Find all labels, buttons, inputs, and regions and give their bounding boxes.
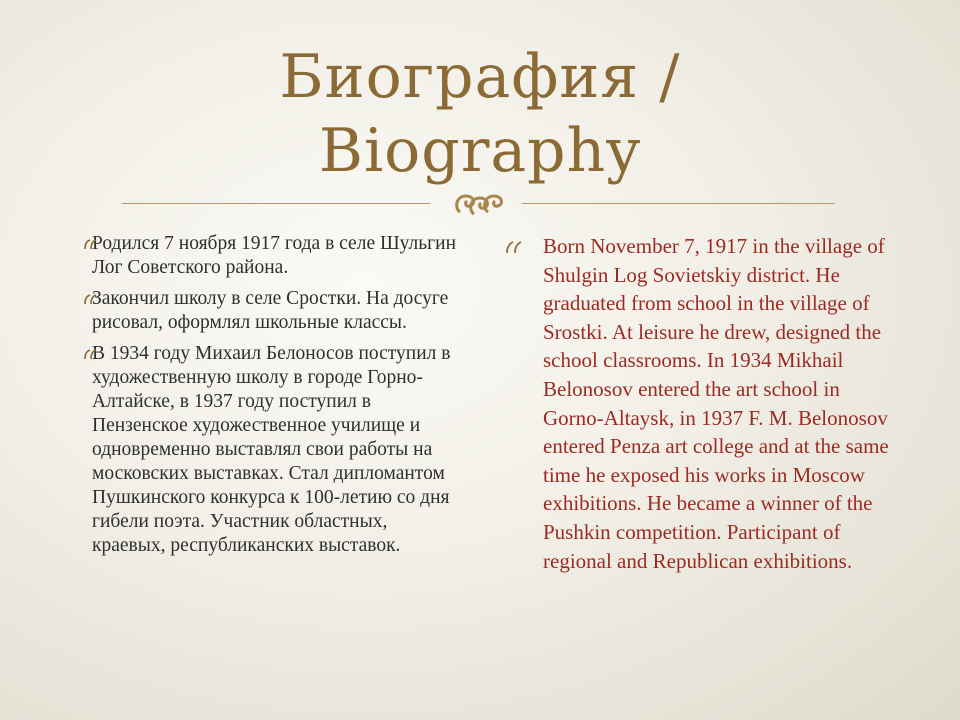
- title-divider-left: [122, 203, 430, 204]
- title-line-2: Biography: [318, 116, 642, 186]
- title-line-1: Биография /: [279, 42, 681, 112]
- double-quote-bullet-icon: [505, 241, 523, 255]
- right-paragraph-text: Born November 7, 1917 in the village of Shulgin Log Sovietskiy district. He graduated from school in the village of Srostki. At leisure he drew, designed the school classrooms. In 1934 Mikhail Belonosov entered the art school in Gorno-Altaysk, in 1937 F. M. Belonosov entered Penza art college and at the same time he exposed his works in Moscow exhibitions. He became a winner of the Pushkin competition. Participant of regional and Republican exhibitions.: [543, 234, 889, 573]
- left-column: [92, 232, 464, 565]
- right-column: [543, 232, 893, 575]
- left-paragraph-text: В 1934 году Михаил Белоносов поступил в художественную школу в городе Горно-Алтайске, в 1937 году поступил в Пензенское художественное училище и одновременно выставлял свои работы на московских выставках. Стал дипломантом Пушкинского конкурса к 100-летию со дня гибели поэта. Участник областных, краевых, республиканских выставок.: [92, 343, 451, 556]
- left-paragraph-text: Закончил школу в селе Сростки. На досуге рисовал, оформлял школьные классы.: [92, 288, 449, 333]
- left-paragraph: [92, 287, 464, 335]
- title-divider-right: [522, 203, 835, 204]
- slide-title: [0, 40, 960, 188]
- left-paragraph-text: Родился 7 ноября 1917 года в селе Шульгин Лог Советского района.: [92, 233, 457, 278]
- left-paragraph: [92, 342, 464, 558]
- left-paragraph: [92, 232, 464, 280]
- scroll-ornament-icon: [452, 190, 512, 220]
